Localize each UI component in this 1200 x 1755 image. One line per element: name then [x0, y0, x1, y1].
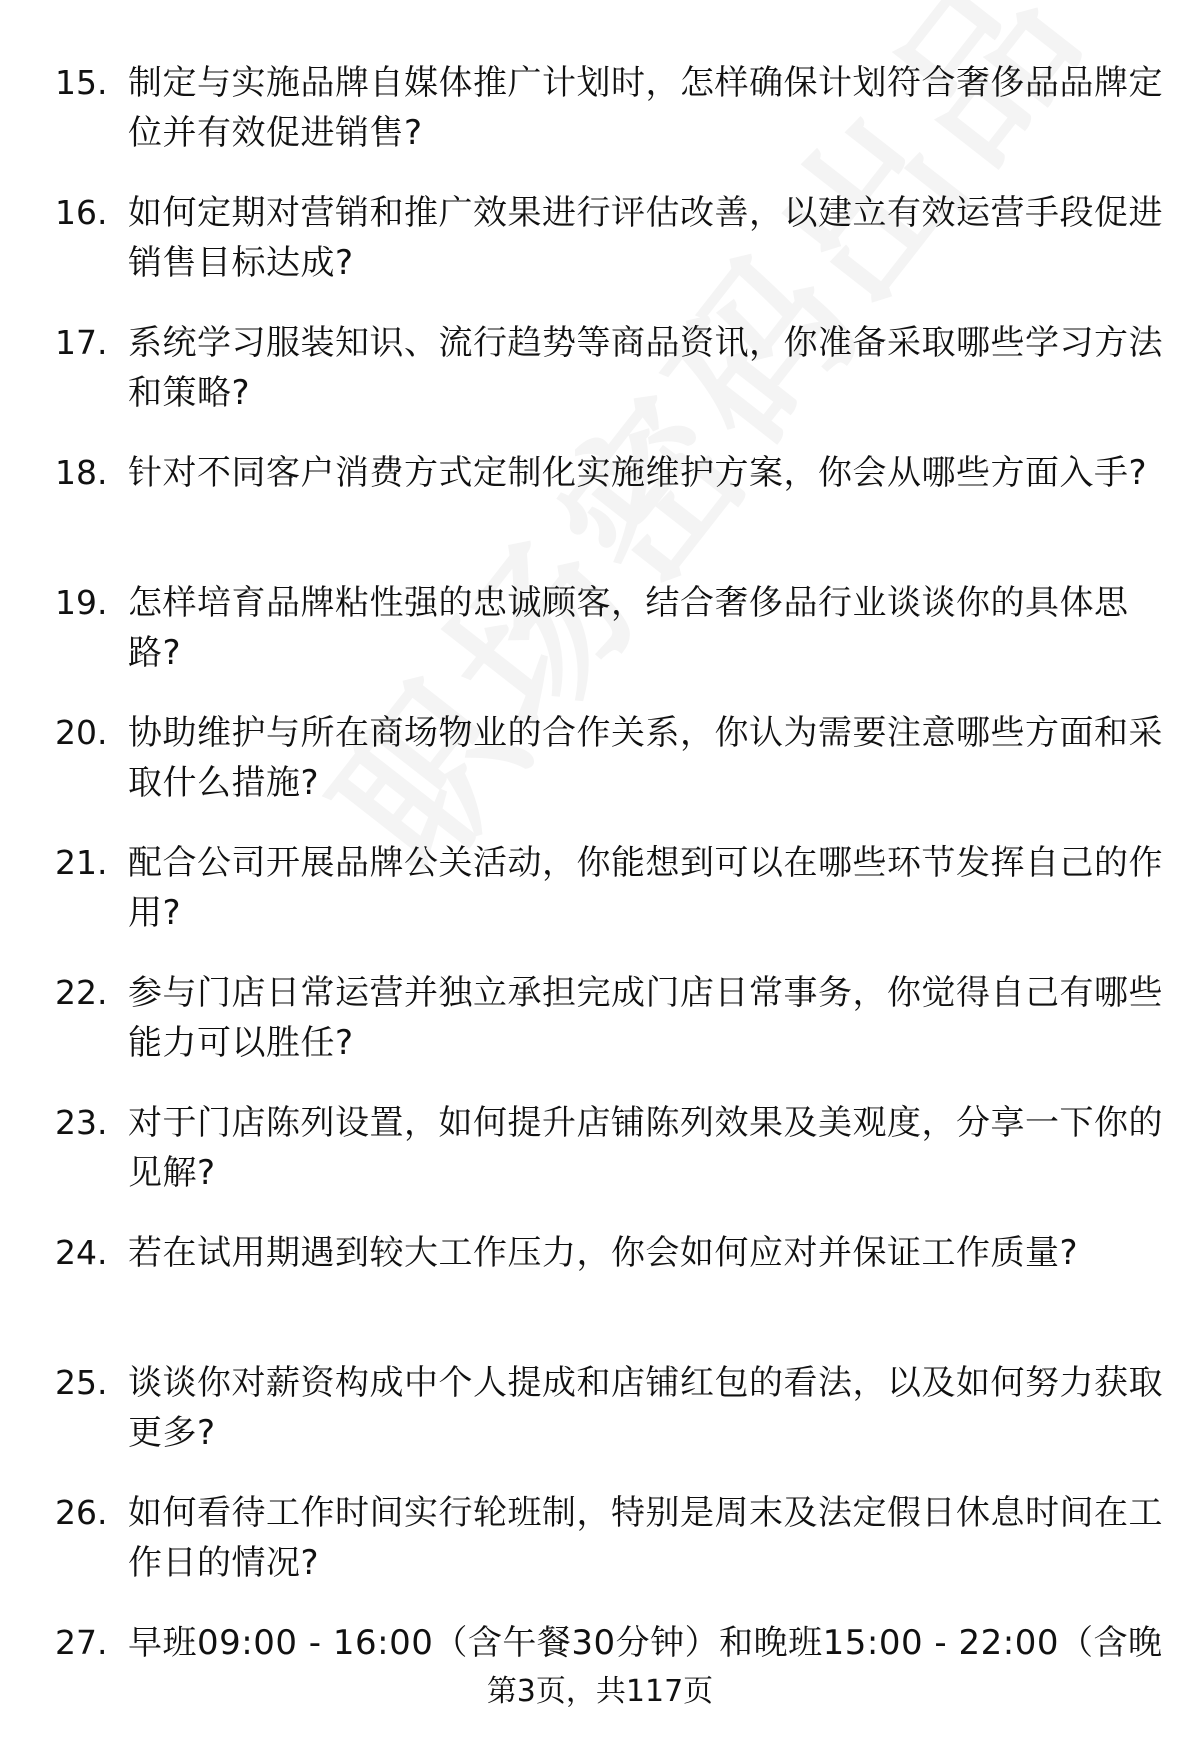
question-list — [55, 58, 1165, 1748]
question-item — [55, 838, 1165, 968]
question-item — [55, 1358, 1165, 1488]
question-item — [55, 318, 1165, 448]
question-number: 21. — [55, 843, 108, 882]
question-item — [55, 1098, 1165, 1228]
question-number: 17. — [55, 323, 108, 362]
question-text: 制定与实施品牌自媒体推广计划时，怎样确保计划符合奢侈品品牌定位并有效促进销售? — [128, 63, 1163, 153]
question-text: 对于门店陈列设置，如何提升店铺陈列效果及美观度，分享一下你的见解? — [128, 1103, 1163, 1193]
question-text: 怎样培育品牌粘性强的忠诚顾客，结合奢侈品行业谈谈你的具体思路? — [128, 583, 1129, 673]
question-number: 24. — [55, 1233, 108, 1272]
question-text: 谈谈你对薪资构成中个人提成和店铺红包的看法，以及如何努力获取更多? — [128, 1363, 1163, 1453]
question-text: 早班09:00 - 16:00（含午餐30分钟）和晚班15:00 - 22:00（含晚 — [128, 1623, 1163, 1663]
page-footer: 第3页，共117页 — [486, 1674, 714, 1709]
question-item — [55, 1228, 1165, 1358]
question-text: 系统学习服装知识、流行趋势等商品资讯，你准备采取哪些学习方法和策略? — [128, 323, 1163, 413]
question-number: 16. — [55, 193, 108, 232]
question-text: 配合公司开展品牌公关活动，你能想到可以在哪些环节发挥自己的作用? — [128, 843, 1163, 933]
question-number: 23. — [55, 1103, 108, 1142]
question-text: 参与门店日常运营并独立承担完成门店日常事务，你觉得自己有哪些能力可以胜任? — [128, 973, 1163, 1063]
question-number: 26. — [55, 1493, 108, 1532]
question-item — [55, 1488, 1165, 1618]
question-item — [55, 578, 1165, 708]
question-number: 22. — [55, 973, 108, 1012]
question-number: 18. — [55, 453, 108, 492]
question-number: 27. — [55, 1623, 108, 1662]
question-item — [55, 188, 1165, 318]
question-text: 如何看待工作时间实行轮班制，特别是周末及法定假日休息时间在工作日的情况? — [128, 1493, 1163, 1583]
question-text: 若在试用期遇到较大工作压力，你会如何应对并保证工作质量? — [128, 1233, 1079, 1273]
question-text: 如何定期对营销和推广效果进行评估改善，以建立有效运营手段促进销售目标达成? — [128, 193, 1163, 283]
question-item — [55, 708, 1165, 838]
question-item — [55, 58, 1165, 188]
question-text: 协助维护与所在商场物业的合作关系，你认为需要注意哪些方面和采取什么措施? — [128, 713, 1163, 803]
question-text: 针对不同客户消费方式定制化实施维护方案，你会从哪些方面入手? — [128, 453, 1148, 493]
question-item — [55, 968, 1165, 1098]
question-number: 19. — [55, 583, 108, 622]
question-number: 25. — [55, 1363, 108, 1402]
question-number: 20. — [55, 713, 108, 752]
question-number: 15. — [55, 63, 108, 102]
question-item — [55, 448, 1165, 578]
